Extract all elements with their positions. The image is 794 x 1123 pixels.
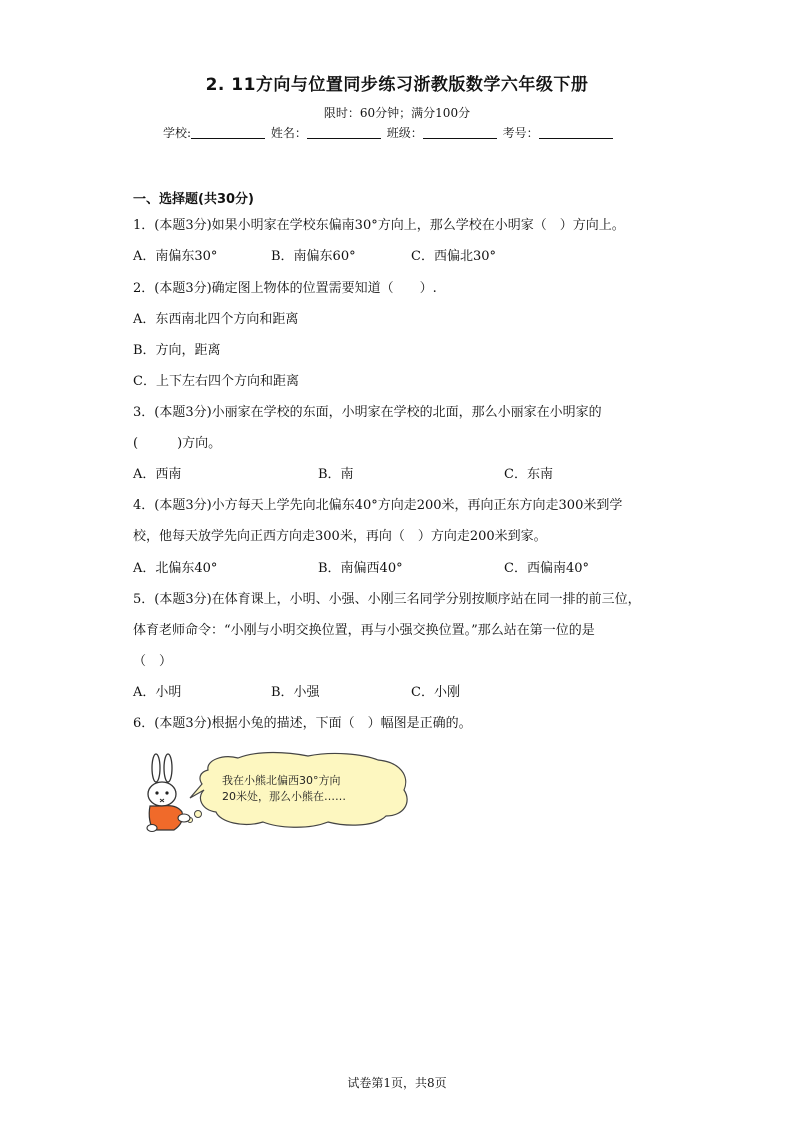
exam-number-label: 考号： [502,126,539,140]
question-1-option-c[interactable]: C．西偏北30° [411,249,496,264]
page-title: 2. 11方向与位置同步练习浙教版数学六年级下册 [205,75,589,95]
question-4-option-c[interactable]: C．西偏南40° [504,561,589,576]
bubble-text-line1: 我在小熊北偏西30°方向 [222,774,341,787]
time-limit-info: 限时：60分钟；满分100分 [323,106,471,120]
page-footer: 试卷第1页，共8页 [347,1076,447,1090]
rabbit-head [148,782,176,806]
question-3-option-a[interactable]: A．西南 [133,467,182,482]
question-1-option-a[interactable]: A．南偏东30° [133,249,218,264]
rabbit-left-ear [152,754,160,782]
question-5-text-line3: （ ） [133,654,173,669]
class-blank[interactable] [423,126,497,139]
question-4-text-line2: 校，他每天放学先向正西方向走300米，再向（ ）方向走200米到家。 [133,529,547,544]
name-label: 姓名： [270,126,307,140]
question-5-text-line2: 体育老师命令：“小刚与小明交换位置，再与小强交换位置。”那么站在第一位的是 [133,623,595,638]
question-5-option-c[interactable]: C．小刚 [411,685,460,700]
question-2-option-c[interactable]: C．上下左右四个方向和距离 [133,374,299,389]
question-5-option-b[interactable]: B．小强 [271,685,320,700]
rabbit-foot [147,825,157,832]
student-info-row [163,124,615,141]
school-blank[interactable] [191,126,265,139]
rabbit-right-eye [165,791,168,794]
question-3-text-line2: ( )方向。 [133,436,222,451]
question-4-text-line1: 4．(本题3分)小方每天上学先向北偏东40°方向走200米，再向正东方向走300米到学 [133,498,623,513]
thought-dot-large [195,811,202,818]
question-5-option-a[interactable]: A．小明 [133,685,182,700]
rabbit-arm [178,814,190,822]
school-label: 学校: [163,126,192,140]
exam-number-blank[interactable] [539,126,613,139]
question-2-text: 2．(本题3分)确定图上物体的位置需要知道（ ）. [133,281,437,296]
class-label: 班级： [386,126,423,140]
rabbit-speech-illustration [138,750,418,834]
rabbit-right-ear [164,754,172,782]
section-heading: 一、选择题(共30分) [133,192,254,207]
question-2-option-b[interactable]: B．方向，距离 [133,343,221,358]
name-blank[interactable] [307,126,381,139]
question-4-option-b[interactable]: B．南偏西40° [318,561,403,576]
question-4-option-a[interactable]: A．北偏东40° [133,561,218,576]
question-5-text-line1: 5．(本题3分)在体育课上，小明、小强、小刚三名同学分别按顺序站在同一排的前三位， [133,592,641,607]
question-2-option-a[interactable]: A．东西南北四个方向和距离 [133,312,299,327]
rabbit-left-eye [155,791,158,794]
question-1-text: 1．(本题3分)如果小明家在学校东偏南30°方向上，那么学校在小明家（ ）方向上。 [133,218,625,233]
question-3-option-c[interactable]: C．东南 [504,467,553,482]
question-3-text-line1: 3．(本题3分)小丽家在学校的东面，小明家在学校的北面，那么小丽家在小明家的 [133,405,602,420]
bubble-text-line2: 20米处，那么小熊在…… [222,790,346,803]
question-1-option-b[interactable]: B．南偏东60° [271,249,356,264]
question-6-text: 6．(本题3分)根据小兔的描述，下面（ ）幅图是正确的。 [133,716,472,731]
question-3-option-b[interactable]: B．南 [318,467,354,482]
